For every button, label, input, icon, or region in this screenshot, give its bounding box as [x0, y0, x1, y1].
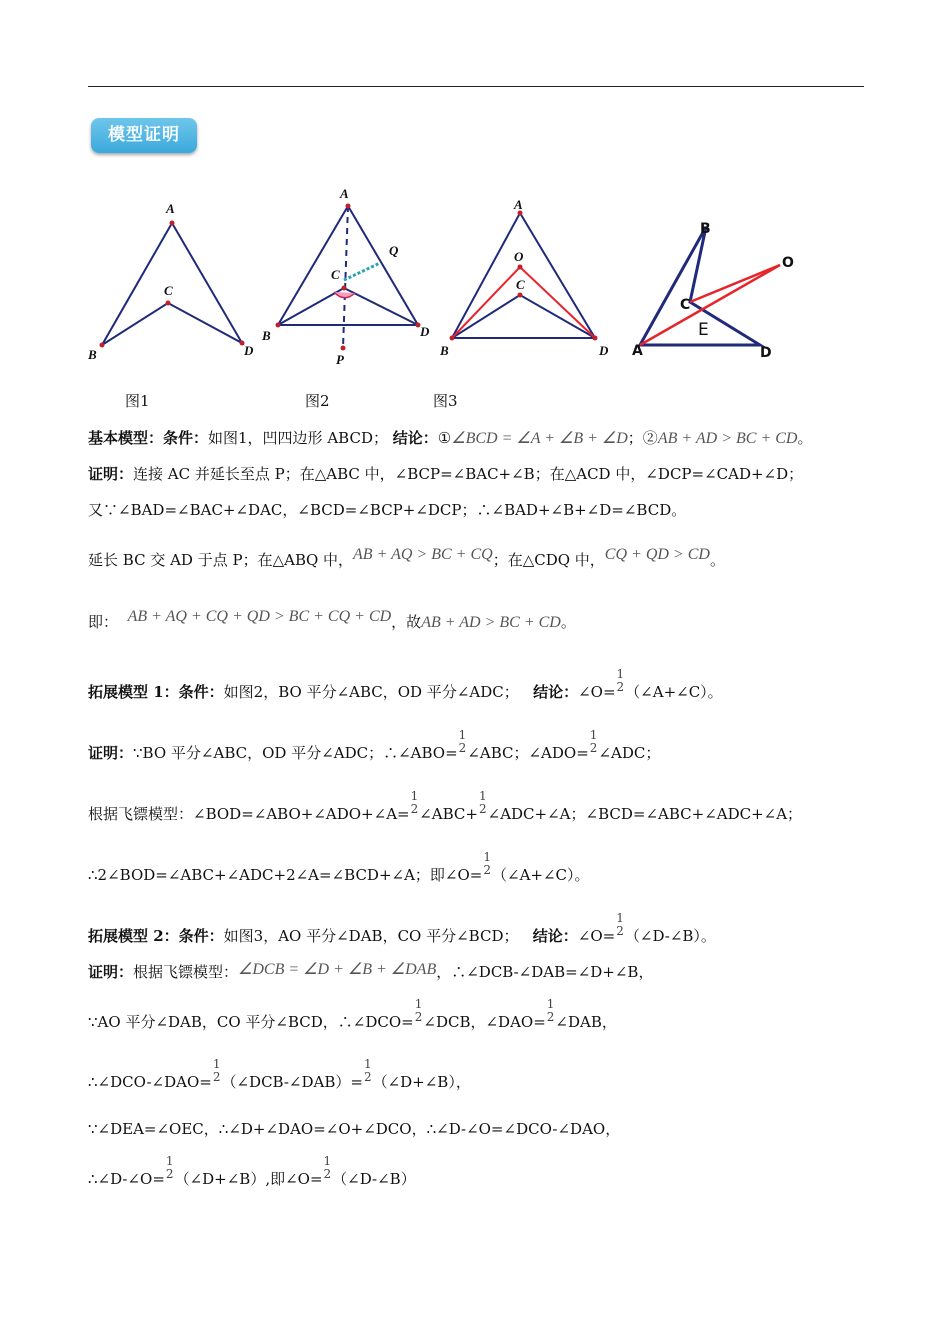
fraction-half: 1 2	[410, 789, 419, 816]
proof1-text-4c: 。	[560, 613, 576, 631]
fig1-caption: 图1	[125, 392, 150, 410]
ext2-p5c: （∠D-∠B）	[332, 1170, 416, 1188]
ext1-line-1	[88, 667, 723, 706]
fig3-triangle	[452, 213, 595, 338]
ext2-concl-b: （∠D-∠B）。	[624, 927, 716, 945]
ext2-concl-a: ∠O=	[577, 927, 616, 945]
ext1-p2c: ∠ADC+∠A；∠BCD=∠ABC+∠ADC+∠A；	[487, 805, 803, 823]
fig2-caption: 图2	[305, 392, 330, 410]
fig4-label-c: C	[680, 297, 691, 313]
ext2-concl-label: 结论：	[532, 927, 578, 945]
ext2-p3c: （∠D+∠B），	[372, 1073, 471, 1091]
ext2-p2b: ∠DCB，∠DAO=	[423, 1013, 546, 1031]
ext1-title: 拓展模型 1：条件：	[88, 683, 224, 701]
fraction-half: 1 2	[589, 728, 598, 755]
proof1-line-2	[88, 500, 686, 520]
ext1-cond: 如图2，BO 平分∠ABC，OD 平分∠ADC；	[223, 683, 519, 701]
proof1-text-1: 连接 AC 并延长至点 P；在△ABC 中，∠BCP=∠BAC+∠B；在△ACD 中，∠DCP=∠CAD+∠D；	[133, 465, 804, 483]
fraction-half: 1 2	[165, 1154, 174, 1181]
ext2-line-2	[88, 962, 653, 983]
ext1-concl-label: 结论：	[533, 683, 579, 701]
fig3-label-d: D	[599, 343, 609, 358]
fraction-half: 1 2	[546, 997, 555, 1024]
fig3-label-b: B	[440, 343, 449, 358]
ext2-line-6	[88, 1154, 416, 1193]
fig4-label-o: O	[782, 255, 794, 271]
fig1-label-d: D	[244, 343, 254, 358]
basic-end: 。	[797, 429, 813, 447]
basic-formula-1: ∠BCD = ∠A + ∠B + ∠D	[451, 430, 628, 447]
fig1-label-a: A	[166, 201, 175, 216]
ext2-line-4	[88, 1057, 471, 1096]
proof1-formula-3a: AB + AQ > BC + CQ	[353, 546, 493, 563]
fraction-half: 1 2	[616, 911, 624, 938]
proof1-formula-4b: AB + AD > BC + CD	[421, 614, 561, 631]
fraction-half: 1 2	[323, 1154, 332, 1181]
figure-4	[622, 215, 812, 365]
ext2-p1b: ，∴∠DCB-∠DAB=∠D+∠B，	[436, 963, 654, 981]
ext2-p4: ∵∠DEA=∠OEC，∴∠D+∠DAO=∠O+∠DCO，∴∠D-∠O=∠DCO-∠DAO，	[88, 1120, 621, 1138]
ext2-line-1	[88, 911, 716, 950]
proof1-line-3	[88, 546, 725, 571]
fig3-label-a: A	[514, 197, 523, 212]
ext1-p1b: ∠ABC；∠ADO=	[467, 744, 589, 762]
ext1-p1a: ∵BO 平分∠ABC，OD 平分∠ADC；∴∠ABO=	[133, 744, 458, 762]
ext2-proof-label: 证明：	[88, 963, 134, 981]
basic-formula-2: AB + AD > BC + CD	[657, 430, 798, 447]
header-rule	[88, 86, 864, 87]
fig2-label-d: D	[420, 324, 430, 339]
figure-1	[80, 195, 270, 370]
fraction-half: 1 2	[414, 997, 423, 1024]
ext1-p1c: ∠ADC；	[598, 744, 661, 762]
fig4-label-a: A	[632, 343, 643, 359]
proof1-text-3a: 延长 BC 交 AD 于点 P；在△ABQ 中，	[88, 551, 354, 569]
proof1-text-4b: ，故	[391, 613, 422, 631]
ext1-line-3	[88, 789, 803, 828]
ext2-p2c: ∠DAB，	[555, 1013, 617, 1031]
figure-2	[258, 183, 438, 368]
basic-concl-label: 结论：	[392, 429, 438, 447]
fraction-half: 1 2	[616, 667, 625, 694]
ext1-p3a: ∴2∠BOD=∠ABC+∠ADC+2∠A=∠BCD+∠A；即∠O=	[88, 866, 483, 884]
proof1-line-1	[88, 464, 803, 484]
fig3-label-o: O	[514, 249, 524, 264]
basic-model-line	[88, 428, 812, 449]
ext1-concl-a: ∠O=	[578, 683, 616, 701]
ext2-p2a: ∵AO 平分∠DAB，CO 平分∠BCD，∴∠DCO=	[88, 1013, 414, 1031]
ext2-title: 拓展模型 2：条件：	[88, 927, 224, 945]
fraction-half: 1 2	[483, 850, 491, 877]
fig2-label-p: P	[336, 352, 344, 367]
basic-sep: ；②	[627, 429, 658, 447]
figure-3	[432, 195, 617, 370]
basic-c1: ①	[437, 429, 452, 447]
fig2-label-b: B	[262, 328, 271, 343]
ext1-p3b: （∠A+∠C）。	[492, 866, 590, 884]
fig4-label-d: D	[760, 345, 772, 361]
fraction-half: 1 2	[363, 1057, 372, 1084]
fig4-label-b: B	[700, 221, 711, 237]
ext2-cond: 如图3，AO 平分∠DAB，CO 平分∠BCD；	[223, 927, 519, 945]
fig3-label-c: C	[516, 277, 525, 292]
fig2-label-q: Q	[389, 243, 399, 258]
proof1-text-2: 又∵∠BAD=∠BAC+∠DAC，∠BCD=∠BCP+∠DCP；∴∠BAD+∠B+∠D=∠BCD。	[88, 501, 687, 519]
fig4-label-e: E	[698, 320, 709, 340]
ext2-p3b: （∠DCB-∠DAB）=	[221, 1073, 363, 1091]
ext2-p5b: （∠D+∠B）,即∠O=	[174, 1170, 323, 1188]
proof1-text-3c: 。	[709, 551, 725, 569]
ext2-p3a: ∴∠DCO-∠DAO=	[88, 1073, 212, 1091]
fraction-half: 1 2	[478, 789, 487, 816]
ext1-proof-label: 证明：	[88, 744, 134, 762]
fig3-caption: 图3	[433, 392, 458, 410]
ext2-line-5	[88, 1119, 620, 1139]
fig2-label-c: C	[331, 267, 340, 282]
ext1-line-4	[88, 850, 590, 889]
proof1-text-3b: ；在△CDQ 中，	[492, 551, 605, 569]
ext2-p5a: ∴∠D-∠O=	[88, 1170, 165, 1188]
proof1-formula-4a: AB + AQ + CQ + QD > BC + CQ + CD	[127, 608, 392, 625]
proof1-formula-3b: CQ + QD > CD	[604, 546, 710, 563]
ext1-concl-b: （∠A+∠C）。	[625, 683, 723, 701]
ext1-line-2	[88, 728, 661, 767]
basic-title: 基本模型：条件：	[88, 429, 209, 447]
section-tag: 模型证明	[91, 118, 197, 153]
fig2-triangle	[278, 206, 418, 325]
fraction-half: 1 2	[212, 1057, 221, 1084]
ext2-line-3	[88, 997, 617, 1036]
proof1-line-4	[88, 608, 576, 633]
fig1-label-b: B	[88, 347, 97, 362]
ext2-p1a: 根据飞镖模型：	[133, 963, 239, 981]
fig2-label-a: A	[340, 186, 349, 201]
fig1-label-c: C	[164, 283, 173, 298]
fraction-half: 1 2	[458, 728, 467, 755]
ext2-formula: ∠DCB = ∠D + ∠B + ∠DAB	[238, 961, 437, 978]
ext1-p2a: 根据飞镖模型：∠BOD=∠ABO+∠ADO+∠A=	[88, 805, 410, 823]
proof1-label: 证明：	[88, 465, 134, 483]
basic-cond: 如图1，凹四边形 ABCD；	[208, 429, 388, 447]
proof1-text-4a: 即：	[88, 613, 119, 631]
ext1-p2b: ∠ABC+	[419, 805, 478, 823]
